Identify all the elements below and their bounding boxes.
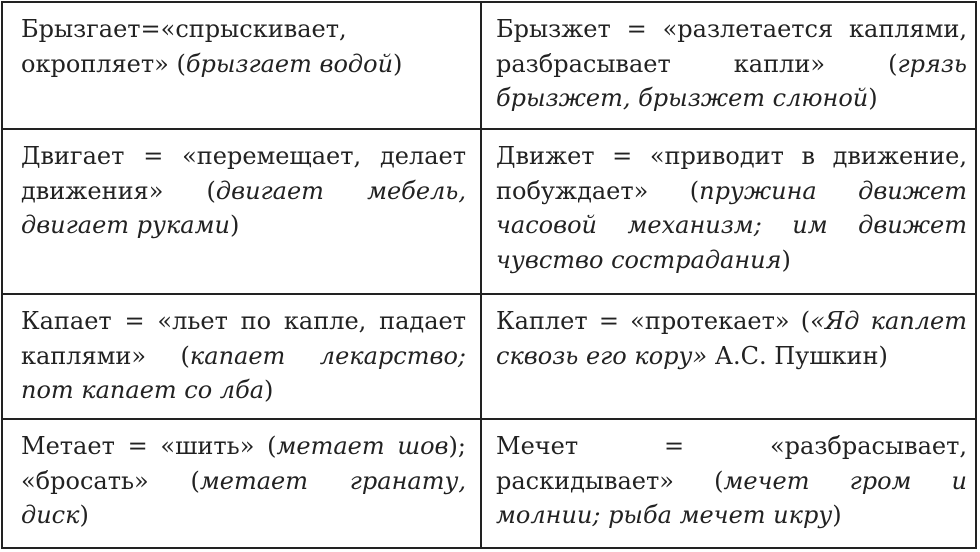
definition-text: Брызгает=«спрыскивает, окропляет» ( <box>21 15 347 78</box>
closing-text: ) <box>868 84 878 112</box>
definition-text: Мечет = «разбрасывает, раскидывает» ( <box>496 432 967 495</box>
example-text: метает шов <box>276 432 449 460</box>
example-text: капает лекарство; пот капает со лба <box>21 341 466 404</box>
example-text: брызгает водой <box>185 49 394 78</box>
closing-text: ) <box>229 211 240 239</box>
closing-text: ) <box>832 501 842 529</box>
cell-mechet <box>482 420 977 547</box>
definition-text: Капает = «льет по капле, падает каплями» ( <box>21 307 466 370</box>
closing-text: ) <box>264 376 274 404</box>
definition-text: Каплет = «протекает» ( <box>496 307 811 335</box>
closing-text: ) <box>781 245 791 274</box>
example-text: грязь брызжет, брызжет слюной <box>496 49 967 112</box>
cell-bryzgaet <box>3 3 482 130</box>
closing-text: ) <box>79 501 89 529</box>
cell-metaet <box>3 420 482 547</box>
example-text: метает гранату, диск <box>21 466 467 529</box>
word-comparison-table <box>1 1 977 549</box>
definition-text: Метает = «шить» ( <box>21 432 277 460</box>
middle-text: ); «бросать» ( <box>21 432 466 495</box>
definition-text: Движет = «приводит в движение, побуждает» ( <box>496 142 967 205</box>
cell-kapaet <box>3 295 482 420</box>
definition-text: Двигает = «перемещает, делает движения» ( <box>21 142 466 205</box>
cell-kaplet <box>482 295 977 420</box>
example-text: двигает мебель, двигает руками <box>21 176 466 239</box>
cell-dvigaet <box>3 130 482 295</box>
closing-text: ) <box>393 49 403 78</box>
example-text: пружина движет часовой механизм; им движет чувство сострадания <box>496 176 967 274</box>
cell-bryzzhet <box>482 3 977 130</box>
example-text: мечет гром и молнии; рыба мечет икру <box>496 466 968 529</box>
closing-text: А.С. Пушкин) <box>707 341 888 370</box>
definition-text: Брызжет = «разлетается каплями, разбрасывает капли» ( <box>496 15 967 78</box>
example-text: «Яд каплет сквозь его кору» <box>496 307 967 370</box>
cell-dvizhet <box>482 130 977 295</box>
